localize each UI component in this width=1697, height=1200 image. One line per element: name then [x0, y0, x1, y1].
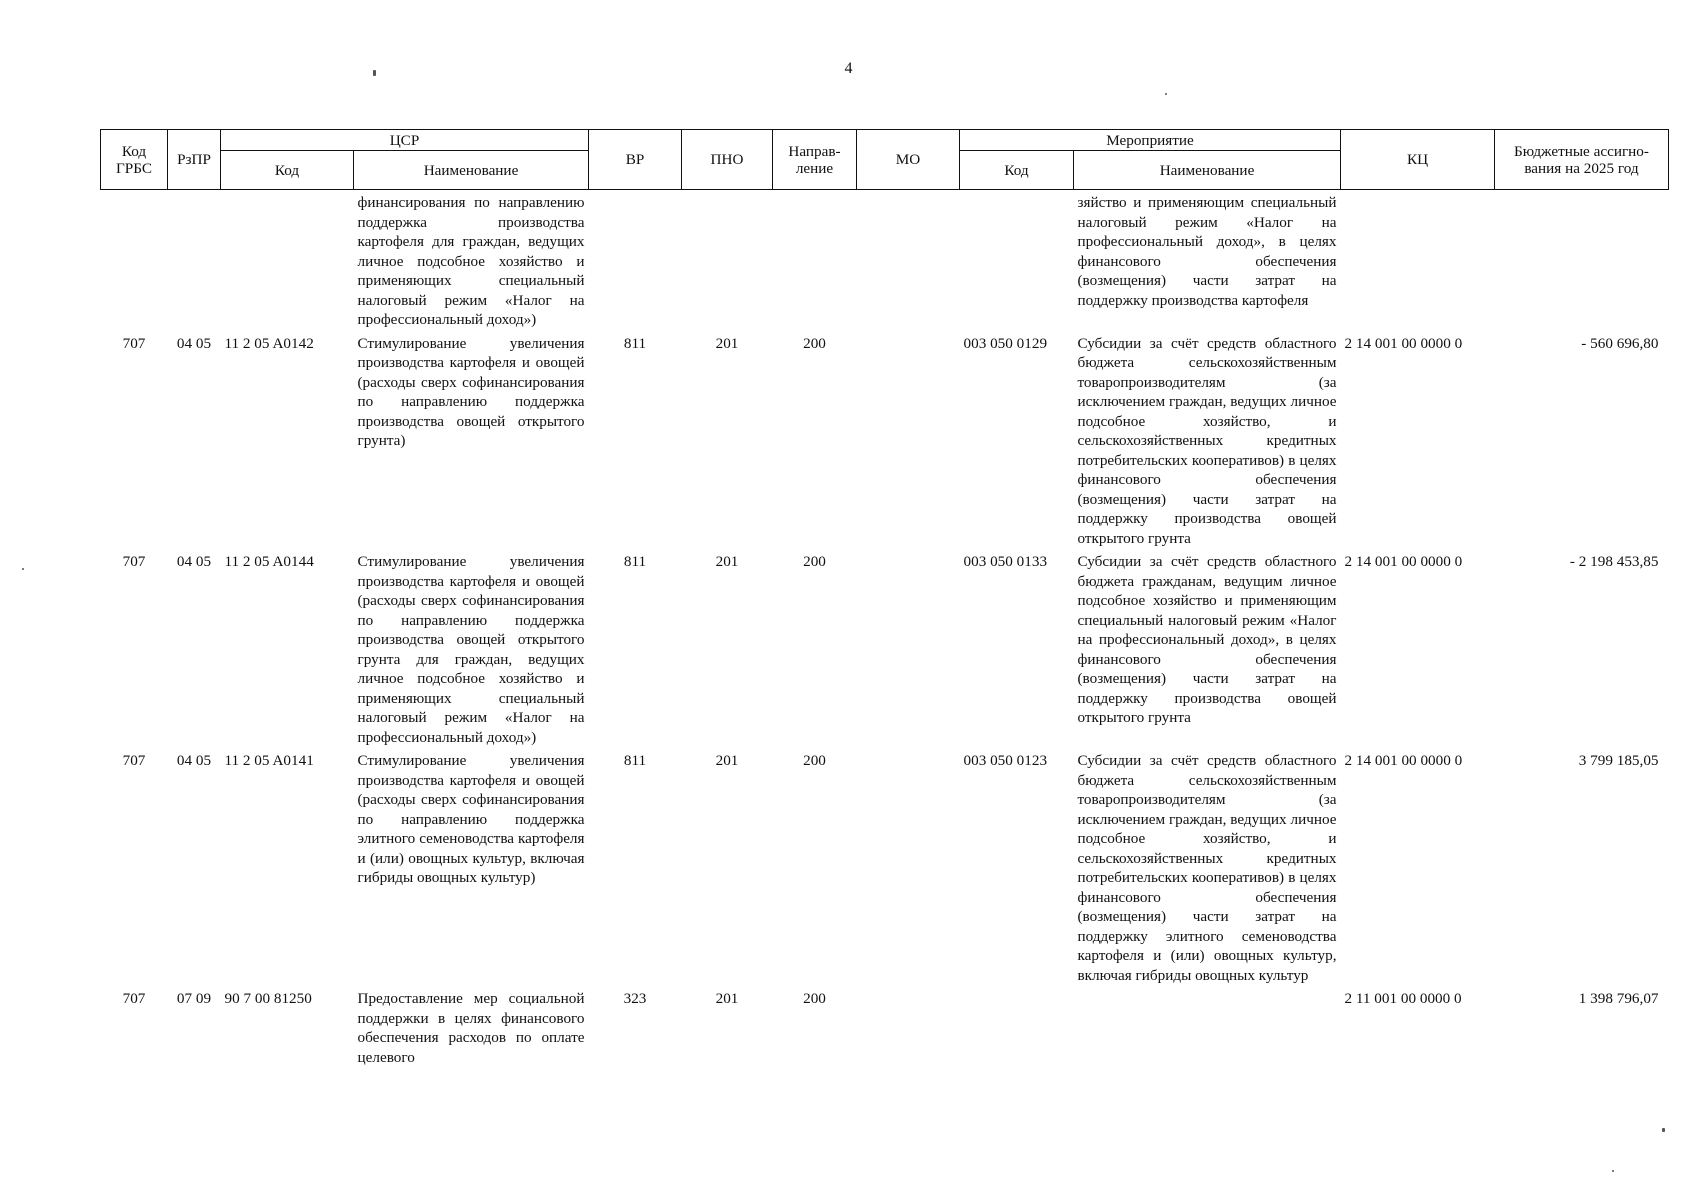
header-csr: ЦСР — [221, 130, 589, 151]
cell-grbs: 707 — [122, 990, 146, 1007]
cell-pno: 201 — [715, 752, 739, 769]
cell-csr-name: Предоставление мер социальной поддержки в целях финансового обеспечения расходов по оплате целевого — [357, 990, 585, 1066]
table-row — [101, 548, 1669, 747]
cell-mo — [857, 747, 960, 985]
cell-kc: 2 14 001 00 0000 0 — [1344, 553, 1463, 570]
cell-event-code: 003 050 0123 — [963, 752, 1048, 769]
cell-csr-name: Стимулирование увеличения производства картофеля и овощей (расходы сверх софинансирования по направлению поддержка элитного семеноводства картофеля и (или) овощных культур, включая гибриды овощных культур) — [357, 752, 585, 886]
cell-direction: 200 — [803, 553, 826, 570]
cell-csr-name: Стимулирование увеличения производства картофеля и овощей (расходы сверх софинансирования по направлению поддержка производства овощей открытого грунта) — [357, 334, 585, 449]
cell-budget: 3 799 185,05 — [1578, 752, 1659, 769]
header-grbs: Код ГРБС — [101, 130, 168, 190]
cell-grbs: 707 — [122, 752, 146, 769]
header-direction: Направ-ление — [773, 130, 857, 190]
cell-mo — [857, 190, 960, 330]
cell-direction: 200 — [803, 334, 826, 352]
cell-direction: 200 — [803, 752, 826, 769]
table-row — [101, 190, 1669, 330]
cell-vr: 323 — [623, 990, 647, 1007]
scan-speck — [1662, 1128, 1665, 1132]
cell-grbs: 707 — [122, 553, 146, 570]
header-pno: ПНО — [682, 130, 773, 190]
scan-speck — [1612, 1170, 1614, 1172]
header-mo: МО — [857, 130, 960, 190]
header-event-name: Наименование — [1074, 151, 1341, 190]
cell-csr-code: 90 7 00 81250 — [224, 990, 312, 1007]
scan-speck — [373, 70, 376, 76]
cell-grbs: 707 — [122, 334, 146, 352]
cell-kc: 2 14 001 00 0000 0 — [1344, 334, 1463, 352]
cell-budget: - 560 696,80 — [1581, 334, 1659, 352]
cell-csr-code — [221, 190, 354, 330]
cell-rzpr: 04 05 — [176, 334, 212, 352]
cell-event-name: Субсидии за счёт средств областного бюджета сельскохозяйственным товаропроизводителям (за исключением граждан, ведущих личное подсобное хозяйство, и сельскохозяйственных кредитных потребительских кооперативов) в целях финансового обеспечения (возмещения) части затрат на поддержку элитного семеноводства картофеля и (или) овощных культур, включая гибриды овощных культур — [1077, 752, 1337, 984]
cell-mo — [857, 330, 960, 549]
cell-vr — [589, 190, 682, 330]
cell-direction: 200 — [803, 990, 826, 1007]
cell-rzpr: 04 05 — [176, 752, 212, 769]
header-event: Мероприятие — [960, 130, 1341, 151]
header-event-code: Код — [960, 151, 1074, 190]
cell-rzpr — [168, 190, 221, 330]
cell-event-code: 003 050 0129 — [963, 334, 1048, 352]
cell-pno: 201 — [715, 334, 739, 352]
cell-mo — [857, 985, 960, 1067]
table-row — [101, 330, 1669, 549]
cell-csr-name: финансирования по направлению поддержка производства картофеля для граждан, ведущих личное подсобное хозяйство и применяющих специальный налоговый режим «Налог на профессиональный доход») — [357, 194, 585, 328]
scan-speck — [1165, 93, 1167, 95]
cell-vr: 811 — [623, 334, 647, 352]
cell-mo — [857, 548, 960, 747]
cell-vr: 811 — [623, 553, 647, 570]
budget-table — [100, 129, 1669, 1067]
cell-event-code — [960, 985, 1074, 1067]
cell-rzpr: 07 09 — [176, 990, 212, 1007]
cell-csr-code: 11 2 05 A0142 — [224, 334, 314, 352]
cell-pno: 201 — [715, 990, 739, 1007]
header-csr-code: Код — [221, 151, 354, 190]
header-rzpr: РзПР — [168, 130, 221, 190]
cell-csr-name: Стимулирование увеличения производства картофеля и овощей (расходы сверх софинансирования по направлению поддержка производства овощей открытого грунта для граждан, ведущих личное подсобное хозяйство и применяющих специальный налоговый режим «Налог на профессиональный доход») — [357, 553, 585, 746]
cell-event-code — [960, 190, 1074, 330]
cell-pno: 201 — [715, 553, 739, 570]
cell-kc — [1341, 190, 1495, 330]
cell-rzpr: 04 05 — [176, 553, 212, 570]
cell-csr-code: 11 2 05 A0144 — [224, 553, 314, 570]
cell-grbs — [101, 190, 168, 330]
page-number: 4 — [844, 60, 853, 77]
cell-event-name: Субсидии за счёт средств областного бюджета сельскохозяйственным товаропроизводителям (за исключением граждан, ведущих личное подсобное хозяйство, и сельскохозяйственных кредитных потребительских кооперативов) в целях финансового обеспечения (возмещения) части затрат на поддержку производства овощей открытого грунта — [1077, 334, 1337, 547]
scan-speck — [22, 568, 24, 570]
cell-csr-code: 11 2 05 A0141 — [224, 752, 314, 769]
header-budget: Бюджетные ассигно-вания на 2025 год — [1495, 130, 1669, 190]
cell-vr: 811 — [623, 752, 647, 769]
table-row — [101, 985, 1669, 1067]
cell-event-name: зяйство и применяющим специальный налоговый режим «Налог на профессиональный доход», в целях финансового обеспечения (возмещения) части затрат на поддержку производства картофеля — [1077, 194, 1337, 309]
cell-kc: 2 11 001 00 0000 0 — [1344, 990, 1462, 1007]
cell-pno — [682, 190, 773, 330]
header-csr-name: Наименование — [354, 151, 589, 190]
cell-event-name: Субсидии за счёт средств областного бюджета гражданам, ведущим личное подсобное хозяйство и применяющим специальный налоговый режим «Налог на профессиональный доход», в целях финансового обеспечения (возмещения) части затрат на поддержку производства овощей открытого грунта — [1077, 553, 1337, 726]
cell-direction — [773, 190, 857, 330]
table-header — [101, 130, 1669, 190]
table-row — [101, 747, 1669, 985]
cell-event-code: 003 050 0133 — [963, 553, 1048, 570]
cell-event-name — [1074, 985, 1341, 1067]
cell-kc: 2 14 001 00 0000 0 — [1344, 752, 1463, 769]
cell-budget: - 2 198 453,85 — [1569, 553, 1659, 570]
cell-budget: 1 398 796,07 — [1578, 990, 1659, 1007]
header-kc: КЦ — [1341, 130, 1495, 190]
header-vr: ВР — [589, 130, 682, 190]
cell-budget — [1495, 190, 1669, 330]
